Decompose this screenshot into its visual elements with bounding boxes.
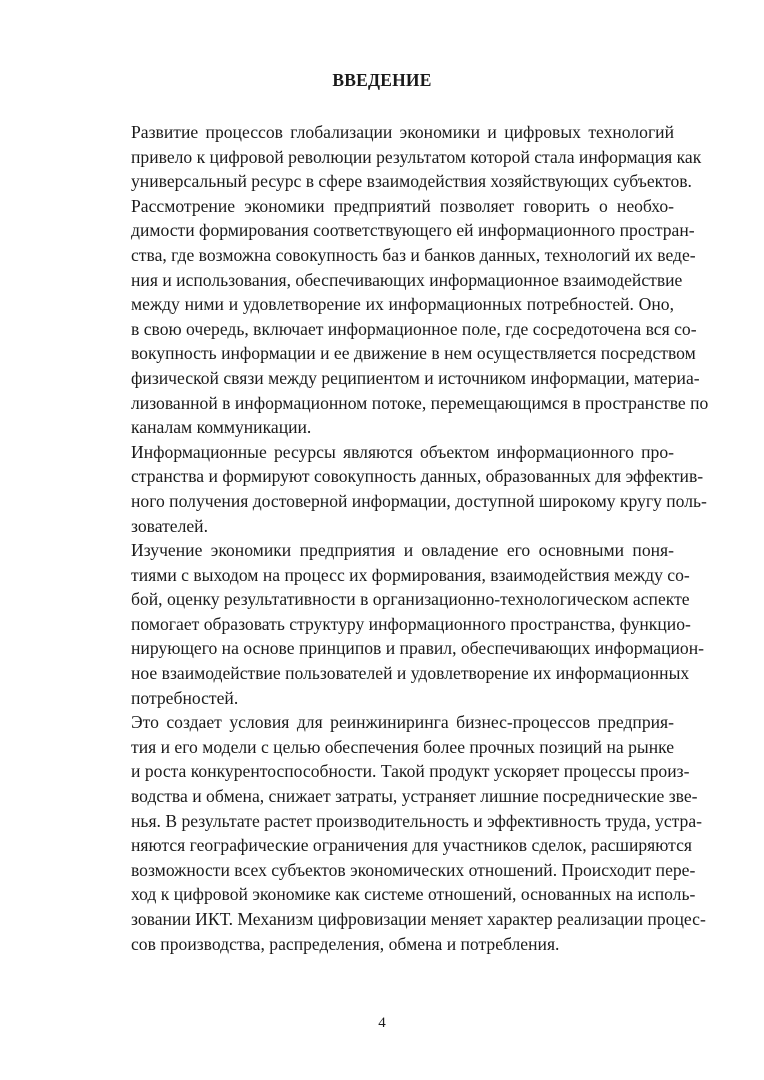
body-text xyxy=(89,120,709,956)
text-line: Информационные ресурсы являются объектом информационного про- xyxy=(131,441,674,462)
page-number: 4 xyxy=(378,1015,386,1031)
text-line: няются географические ограничения для участников сделок, расширяются xyxy=(131,835,692,856)
text-line: привело к цифровой революции результатом которой стала информация как xyxy=(131,146,702,167)
text-line: ного получения достоверной информации, доступной широкому кругу поль- xyxy=(131,490,707,511)
text-line: и роста конкурентоспособности. Такой продукт ускоряет процессы произ- xyxy=(131,761,690,782)
text-line: ния и использования, обеспечивающих информационное взаимодействие xyxy=(131,269,683,290)
text-line: нья. В результате растет производительность и эффективность труда, устра- xyxy=(131,810,703,831)
text-line: ства, где возможна совокупность баз и банков данных, технологий их веде- xyxy=(131,244,696,265)
text-line: Развитие процессов глобализации экономики и цифровых технологий xyxy=(131,122,674,142)
text-line: в свою очередь, включает информационное поле, где сосредоточена вся со- xyxy=(131,318,697,339)
text-line: нирующего на основе принципов и правил, обеспечивающих информацион- xyxy=(131,638,704,659)
text-line: помогает образовать структуру информационного пространства, функцио- xyxy=(131,613,691,634)
text-line: потребностей. xyxy=(131,687,239,708)
text-line: универсальный ресурс в сфере взаимодействия хозяйствующих субъектов. xyxy=(131,171,692,192)
text-line: ход к цифровой экономике как системе отношений, основанных на исполь- xyxy=(131,884,696,905)
text-line: зовании ИКТ. Механизм цифровизации меняет характер реализации процес- xyxy=(131,909,706,929)
text-line: лизованной в информационном потоке, перемещающимся в пространстве по xyxy=(131,392,709,413)
text-line: бой, оценку результативности в организационно-технологическом аспекте xyxy=(131,589,690,610)
text-line: Изучение экономики предприятия и овладение его основными поня- xyxy=(131,540,674,561)
text-line: физической связи между реципиентом и источником информации, материа- xyxy=(131,367,700,388)
text-line: водства и обмена, снижает затраты, устраняет лишние посреднические зве- xyxy=(131,786,698,807)
text-line: тия и его модели с целью обеспечения более прочных позиций на рынке xyxy=(131,736,675,757)
text-line: сов производства, распределения, обмена и потребления. xyxy=(131,933,560,954)
text-line: Это создает условия для реинжиниринга бизнес-процессов предприя- xyxy=(131,712,674,733)
text-line: зователей. xyxy=(131,515,208,536)
text-line: каналам коммуникации. xyxy=(131,417,312,438)
page-title: ВВЕДЕНИЕ xyxy=(332,70,432,90)
text-line: тиями с выходом на процесс их формирования, взаимодействия между со- xyxy=(131,564,690,585)
text-line: возможности всех субъектов экономических отношений. Происходит пере- xyxy=(131,859,696,880)
paragraph-4 xyxy=(89,538,704,710)
paragraph-5 xyxy=(89,710,706,956)
paragraph-2 xyxy=(89,194,709,440)
text-line: странства и формируют совокупность данных, образованных для эффектив- xyxy=(131,466,704,487)
text-line: между ними и удовлетворение их информационных потребностей. Оно, xyxy=(131,294,674,315)
text-line: димости формирования соответствующего ей информационного простран- xyxy=(131,220,695,241)
text-line: ное взаимодействие пользователей и удовлетворение их информационных xyxy=(131,663,690,684)
text-line: Рассмотрение экономики предприятий позволяет говорить о необхо- xyxy=(131,195,674,216)
text-line: вокупность информации и ее движение в нем осуществляется посредством xyxy=(131,343,696,364)
paragraph-1 xyxy=(89,120,702,194)
paragraph-3 xyxy=(89,440,707,538)
